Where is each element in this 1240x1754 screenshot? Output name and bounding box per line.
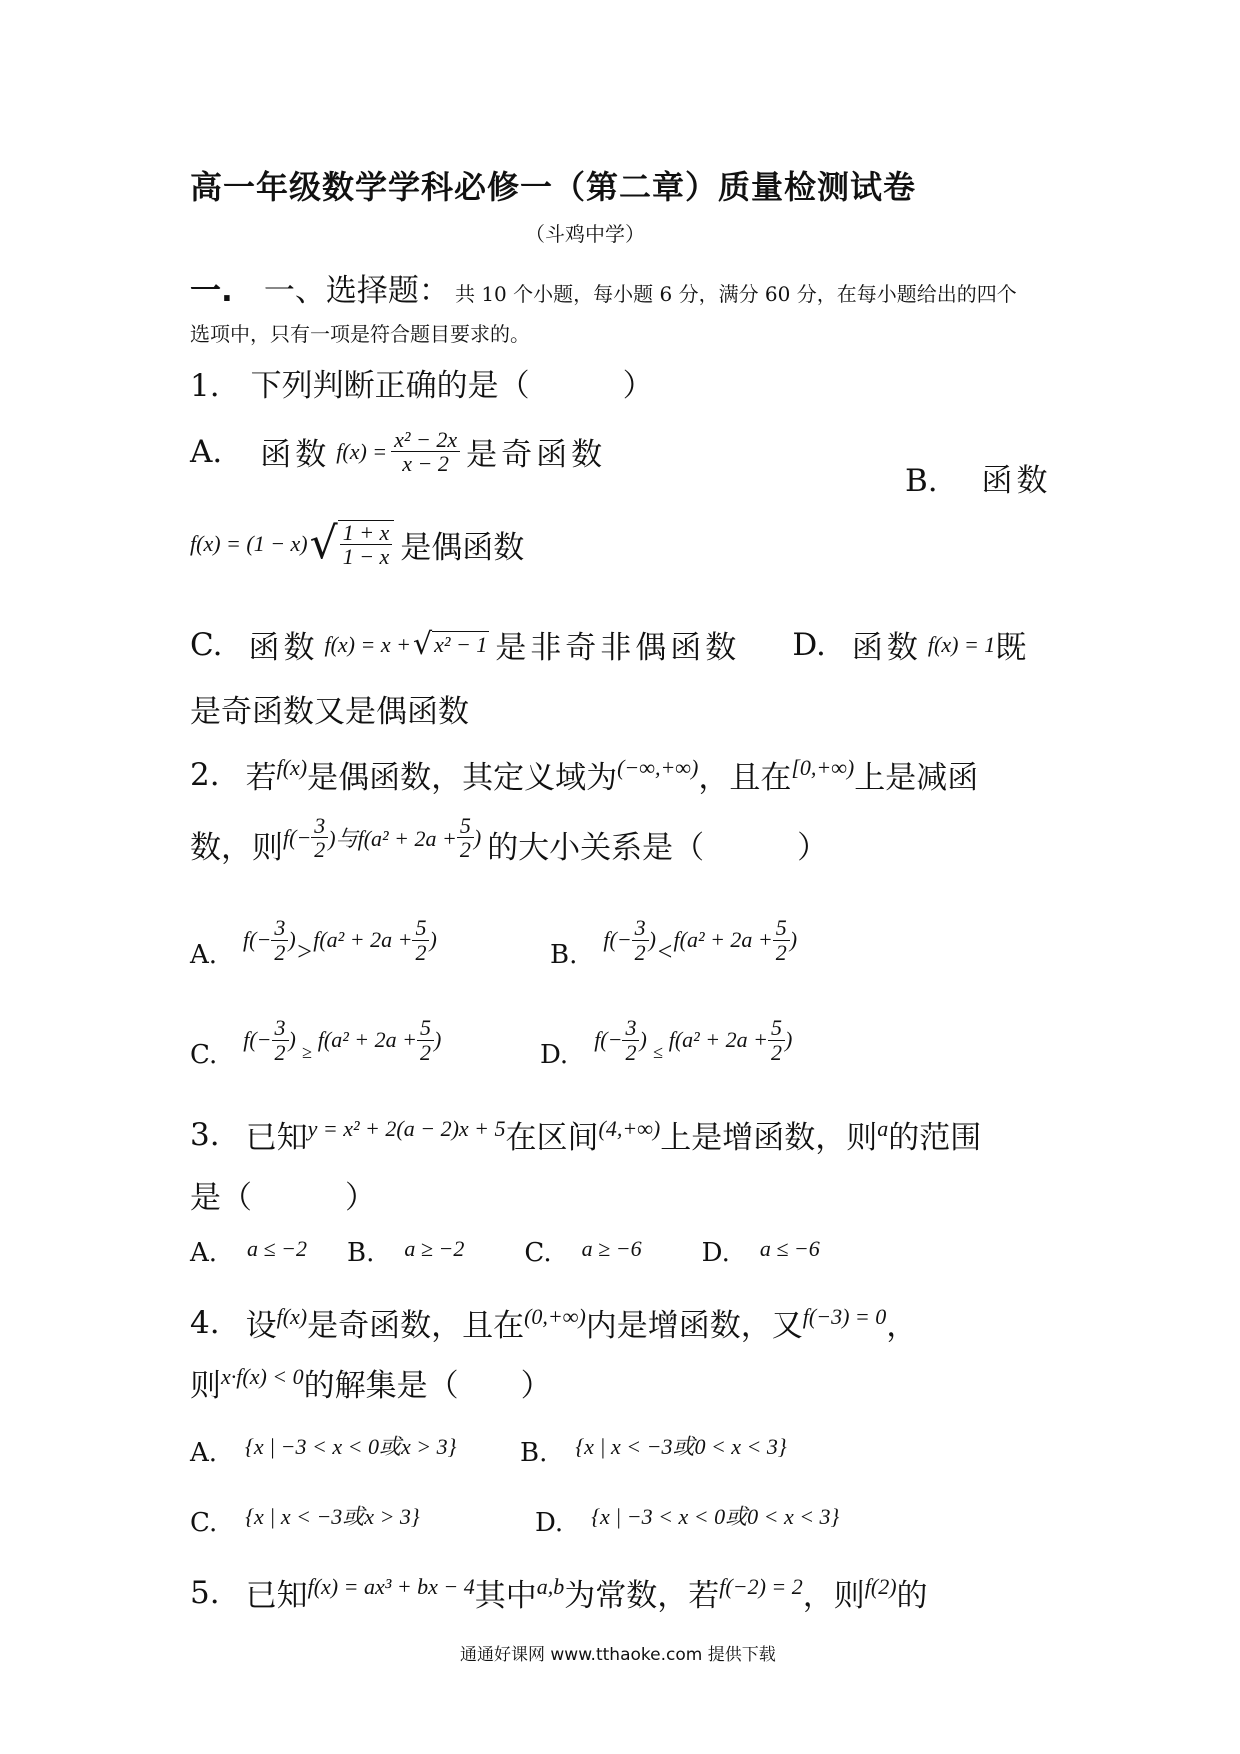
q1-b-post: 是偶函数: [400, 529, 525, 566]
q2-expression: [283, 814, 481, 861]
q1-a-numerator: x² − 2x: [391, 428, 460, 452]
q2-t2: 是偶函数，其定义域为: [307, 760, 618, 796]
q1-b-pre: 函数: [981, 463, 1052, 499]
q3-fx: y = x² + 2(a − 2)x + 5: [307, 1115, 506, 1141]
page-footer: 通通好课网 www.tthaoke.com 提供下载: [460, 1645, 776, 1665]
q2-d-right-frac: [768, 1016, 785, 1063]
q2-option-b: [550, 910, 797, 970]
q1-c-fx: f(x) = x +: [324, 631, 411, 657]
section-desc-1: 共 10 个小题，每小题 6 分，满分 60 分，在每小题给出的四个: [454, 282, 1017, 306]
q1-b-label: B.: [905, 463, 938, 499]
q5-cond: f(−2) = 2: [719, 1573, 803, 1599]
q3-d-value: a ≤ −6: [759, 1236, 820, 1261]
q2-a-expression: [243, 913, 437, 967]
q3-a-label: A.: [190, 1238, 218, 1268]
section-marker: 一.: [190, 273, 233, 309]
q2-stem-line2: [190, 812, 829, 867]
q1-d-post2: 是奇函数又是偶函数: [190, 694, 469, 730]
q4-option-b: [520, 1422, 787, 1468]
q1-b-fraction: [340, 521, 393, 568]
q3-c-value: a ≥ −6: [581, 1236, 642, 1261]
q2-b-label: B.: [550, 940, 578, 970]
q2-expr-end: ): [473, 824, 482, 850]
q2-a-left-end: ): [288, 927, 296, 952]
q2-d-left-d: 2: [625, 1039, 637, 1065]
q3-interval: (4,+∞): [598, 1115, 661, 1141]
q4-b-value: {x | x < −3或0 < x < 3}: [575, 1433, 787, 1459]
q3-t2: 在区间: [505, 1120, 599, 1156]
q1-option-c: [190, 622, 1026, 667]
q4-t2: 是奇函数，且在: [307, 1308, 525, 1344]
q4-d-label: D.: [535, 1508, 564, 1538]
q2-c-right-d: 2: [419, 1039, 431, 1065]
q2-option-c: [190, 1010, 441, 1070]
q4-option-c: [190, 1492, 420, 1538]
q1-c-label: C.: [190, 626, 223, 663]
q2-b-right-end: ): [789, 927, 798, 952]
q2-t3: ，且在: [698, 760, 792, 796]
q2-a-right-f: f(a² + 2a +: [313, 927, 413, 952]
q2-d-right-n: 5: [768, 1016, 785, 1040]
q2-d-right-f: f(a² + 2a +: [668, 1027, 768, 1052]
radical-sign: √: [412, 627, 433, 662]
q2-b-left-d: 2: [634, 939, 646, 965]
q2-b-relation: <: [656, 937, 674, 966]
q2-a-left-frac: [271, 916, 288, 963]
q2-b-left-end: ): [648, 927, 656, 952]
q1-a-pre: 函数: [260, 437, 331, 474]
q2-fraction-1: [311, 814, 328, 861]
q2-a-right-n: 5: [412, 916, 429, 940]
q1-a-fraction: [391, 428, 460, 475]
q4-num: 4.: [190, 1304, 220, 1341]
q4-c-label: C.: [190, 1508, 218, 1538]
page-title: 高一年级数学学科必修一（第二章）质量检测试卷: [190, 168, 917, 206]
q2-d-label: D.: [540, 1040, 569, 1070]
q2-c-right-frac: [417, 1016, 434, 1063]
q2-fraction-2: [457, 814, 474, 861]
q2-domain: (−∞,+∞): [617, 754, 699, 780]
q2-c-label: C.: [190, 1040, 218, 1070]
q3-stem-line2: 是（ ）: [190, 1180, 376, 1216]
q2-b-left-n: 3: [632, 916, 649, 940]
q3-t3: 上是增函数，则: [660, 1120, 878, 1156]
q1-option-b-body: [190, 520, 524, 568]
q5-t2: 其中: [474, 1578, 537, 1614]
q2-option-a: [190, 910, 437, 970]
q1-d-post1: 既: [995, 630, 1027, 666]
q4-stem-line2: [190, 1360, 552, 1405]
q1-option-b-head: [905, 455, 1052, 500]
q4-option-a: [190, 1422, 456, 1468]
q4-option-d: [535, 1492, 839, 1538]
q5-t4: ，则: [802, 1578, 865, 1614]
q3-options: [190, 1238, 820, 1268]
q2-t1: 若: [245, 760, 277, 796]
q2-a-label: A.: [190, 940, 218, 970]
q2-d-right-end: ): [784, 1027, 793, 1052]
q2-d-right-d: 2: [770, 1039, 782, 1065]
q2-expr-n2: 5: [457, 814, 474, 838]
q3-stem-line1: [190, 1112, 981, 1157]
q2-b-right-d: 2: [775, 939, 787, 965]
q4-a-label: A.: [190, 1438, 218, 1468]
q1-c-pre: 函数: [248, 630, 319, 666]
q4-ineq: x·f(x) < 0: [221, 1363, 304, 1389]
q4-b-label: B.: [520, 1438, 548, 1468]
q3-t4: 的范围: [888, 1120, 982, 1156]
q2-option-d: [540, 1010, 792, 1070]
q2-a-relation: >: [295, 937, 314, 966]
q2-b-left-frac: [632, 916, 649, 963]
q3-a-value: a ≤ −2: [247, 1236, 307, 1261]
q2-d-expression: [594, 1016, 792, 1063]
q2-interval: [0,+∞): [791, 754, 855, 780]
q5-num: 5.: [190, 1574, 220, 1611]
q4-cond: f(−3) = 0: [802, 1303, 887, 1329]
q2-d-left-end: ): [639, 1027, 647, 1052]
q2-c-left-f: f(−: [243, 1027, 272, 1052]
q2-d-left-frac: [622, 1016, 639, 1063]
q2-d-left-n: 3: [622, 1016, 639, 1040]
q5-t3: 为常数，若: [564, 1578, 720, 1614]
q2-d-relation: ≤: [652, 1041, 663, 1062]
q3-b-label: B.: [347, 1238, 375, 1268]
q5-target: f(2): [864, 1573, 897, 1599]
radical-sign: √: [309, 518, 338, 570]
q4-c-value: {x | x < −3或x > 3}: [245, 1503, 420, 1529]
q3-t1: 已知: [245, 1120, 308, 1156]
q4-t3: 内是增函数，又: [585, 1308, 803, 1344]
q2-a-right-end: ): [429, 927, 437, 952]
q1-a-label: A.: [190, 433, 223, 470]
q4-d-value: {x | −3 < x < 0或0 < x < 3}: [591, 1503, 840, 1529]
q2-expr-d2: 2: [459, 837, 471, 862]
q3-b-value: a ≥ −2: [404, 1236, 465, 1261]
q2-t5: 数，则: [190, 830, 283, 866]
q1-option-a: [190, 428, 606, 475]
q2-a-left-n: 3: [271, 916, 288, 940]
q2-a-left-d: 2: [274, 939, 286, 965]
q2-c-right-f: f(a² + 2a +: [317, 1027, 417, 1052]
q5-fx: f(x) = ax³ + bx − 4: [307, 1573, 475, 1599]
q1-d-fx: f(x) = 1: [927, 631, 996, 657]
q4-t1: 设: [245, 1308, 277, 1344]
school-name: （斗鸡中学）: [525, 222, 645, 246]
q3-c-label: C.: [524, 1238, 552, 1268]
q2-b-right-n: 5: [773, 916, 790, 940]
section-desc-2: 选项中，只有一项是符合题目要求的。: [190, 322, 530, 346]
section-title: 一、选择题：: [263, 273, 450, 309]
q2-b-right-f: f(a² + 2a +: [673, 927, 773, 952]
q2-a-left-f: f(−: [243, 927, 272, 952]
q2-c-right-n: 5: [417, 1016, 434, 1040]
q1-b-numerator: 1 + x: [340, 521, 393, 545]
q3-num: 3.: [190, 1116, 220, 1153]
q4-t6: 的解集是（ ）: [303, 1368, 552, 1404]
q2-b-right-frac: [773, 916, 790, 963]
q1-a-fx: f(x) =: [336, 438, 388, 464]
q1-b-fx: f(x) = (1 − x): [190, 531, 308, 557]
q2-c-left-n: 3: [272, 1016, 289, 1040]
q4-fx: f(x): [276, 1303, 308, 1329]
q1-a-denominator: x − 2: [402, 451, 449, 477]
q2-c-left-d: 2: [274, 1039, 286, 1065]
q4-stem-line1: [190, 1300, 917, 1345]
q5-t1: 已知: [245, 1578, 308, 1614]
q1-a-post: 是奇函数: [466, 437, 607, 474]
q2-b-left-f: f(−: [603, 927, 632, 952]
q5-t5: 的: [896, 1578, 928, 1614]
q2-num: 2.: [190, 756, 220, 793]
q5-stem: [190, 1570, 928, 1615]
q2-expr-mid: )与f(a² + 2a +: [328, 826, 457, 851]
q1-stem: 1. 下列判断正确的是（ ）: [190, 368, 654, 404]
q2-c-expression: [243, 1016, 441, 1063]
q1-d-label: D.: [792, 626, 826, 663]
q2-b-expression: [603, 913, 797, 967]
section-heading: [190, 265, 1017, 310]
q3-var: a: [877, 1115, 889, 1141]
q2-d-left-f: f(−: [594, 1027, 623, 1052]
q2-expr-d1: 2: [314, 837, 326, 862]
q2-expr-n1: 3: [311, 814, 328, 838]
q2-c-right-end: ): [433, 1027, 442, 1052]
q2-t6: 的大小关系是（ ）: [487, 830, 829, 866]
q1-c-radicand: x² − 1: [434, 632, 488, 657]
q2-stem-line1: [190, 752, 978, 797]
q5-consts: a,b: [536, 1573, 565, 1599]
q4-t4: ，: [886, 1308, 918, 1344]
q1-b-denominator: 1 − x: [342, 544, 390, 570]
q3-d-label: D.: [701, 1238, 730, 1268]
q4-t5: 则: [190, 1368, 221, 1404]
q2-expr-f1: f(−: [283, 824, 312, 850]
q2-t4: 上是减函: [854, 760, 979, 796]
q2-c-left-frac: [272, 1016, 289, 1063]
q4-a-value: {x | −3 < x < 0或x > 3}: [245, 1433, 457, 1459]
q1-b-radicand: [338, 520, 395, 568]
q4-interval: (0,+∞): [524, 1303, 586, 1329]
q2-a-right-frac: [412, 916, 429, 963]
q2-a-right-d: 2: [415, 939, 427, 965]
q1-c-post: 是非奇非偶函数: [495, 630, 741, 666]
q1-d-pre: 函数: [851, 630, 922, 666]
q2-c-relation: ≥: [301, 1041, 312, 1062]
q2-c-left-end: ): [288, 1027, 296, 1052]
q2-fx: f(x): [276, 754, 308, 780]
